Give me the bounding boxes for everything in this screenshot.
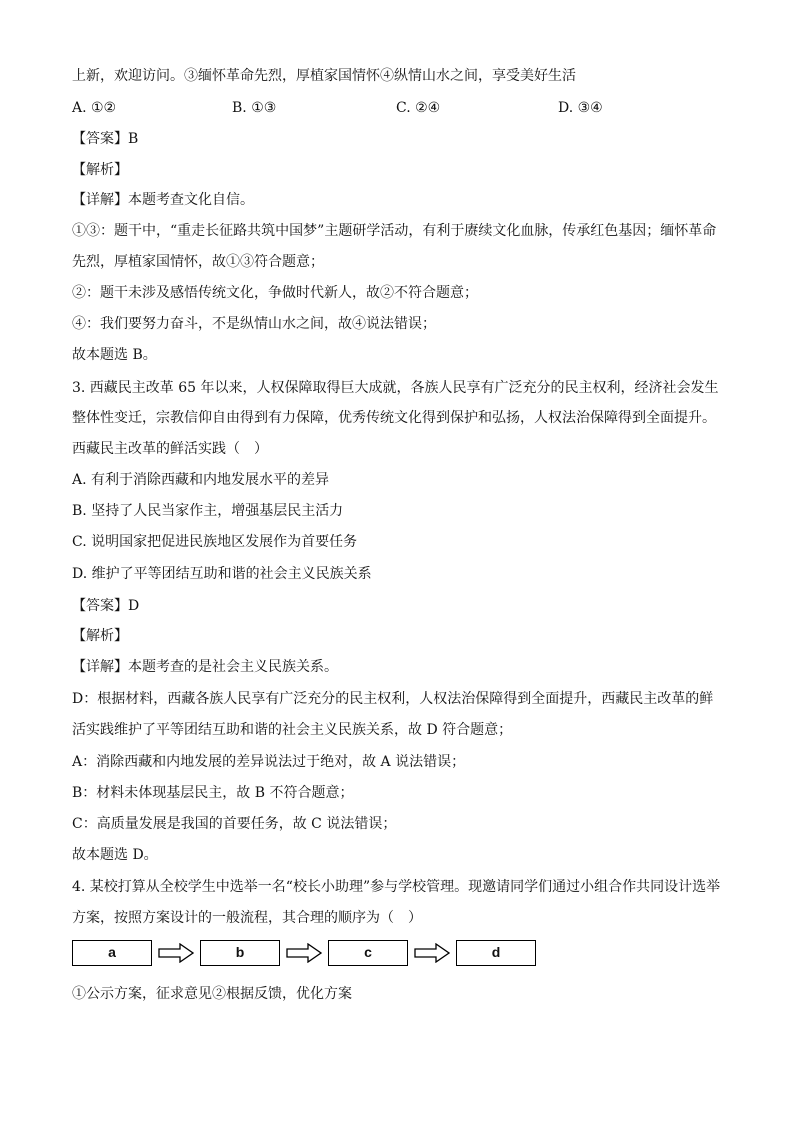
text-line: ①③：题干中，“重走长征路共筑中国梦”主题研学活动，有利于赓续文化血脉，传承红色基因；缅怀革命 bbox=[72, 223, 717, 239]
text-line: 上新，欢迎访问。③缅怀革命先烈，厚植家国情怀④纵情山水之间，享受美好生活 bbox=[72, 68, 576, 84]
answer-label: 【答案】B bbox=[72, 131, 139, 147]
text-line: C：高质量发展是我国的首要任务，故 C 说法错误； bbox=[72, 816, 397, 832]
option-a: A. ①② bbox=[72, 100, 117, 116]
text-line: 方案，按照方案设计的一般流程，其合理的顺序为（ ） bbox=[72, 910, 422, 926]
question-3-stem: 3. 西藏民主改革 65 年以来，人权保障取得巨大成就，各族人民享有广泛充分的民主权利，经济社会发生 bbox=[72, 380, 719, 396]
detail-heading: 【详解】本题考查的是社会主义民族关系。 bbox=[72, 659, 338, 675]
option-c: C. ②④ bbox=[396, 100, 441, 116]
right-block-arrow-icon bbox=[414, 943, 450, 963]
flow-box-c: c bbox=[328, 940, 408, 966]
text-line: 活实践维护了平等团结互助和谐的社会主义民族关系，故 D 符合题意； bbox=[72, 722, 513, 738]
flow-box-d: d bbox=[456, 940, 536, 966]
flow-diagram bbox=[72, 940, 542, 970]
option-c: C. 说明国家把促进民族地区发展作为首要任务 bbox=[72, 534, 358, 550]
option-b: B. 坚持了人民当家作主，增强基层民主活力 bbox=[72, 503, 344, 519]
text-line: 故本题选 D。 bbox=[72, 847, 158, 863]
text-line: 故本题选 B。 bbox=[72, 347, 157, 363]
text-line: D：根据材料，西藏各族人民享有广泛充分的民主权利，人权法治保障得到全面提升，西藏民主改革的鲜 bbox=[72, 691, 714, 707]
text-line: A：消除西藏和内地发展的差异说法过于绝对，故 A 说法错误； bbox=[72, 754, 466, 770]
option-d: D. 维护了平等团结互助和谐的社会主义民族关系 bbox=[72, 566, 372, 582]
analysis-label: 【解析】 bbox=[72, 628, 128, 644]
detail-heading: 【详解】本题考查文化自信。 bbox=[72, 192, 254, 208]
option-a: A. 有利于消除西藏和内地发展水平的差异 bbox=[72, 472, 330, 488]
text-line: 整体性变迁，宗教信仰自由得到有力保障，优秀传统文化得到保护和弘扬，人权法治保障得到全面提升。 bbox=[72, 410, 716, 426]
option-d: D. ③④ bbox=[558, 100, 603, 116]
right-block-arrow-icon bbox=[286, 943, 322, 963]
flow-box-b: b bbox=[200, 940, 280, 966]
analysis-label: 【解析】 bbox=[72, 162, 128, 178]
answer-label: 【答案】D bbox=[72, 598, 140, 614]
question-4-stem: 4. 某校打算从全校学生中选举一名“校长小助理”参与学校管理。现邀请同学们通过小组合作共同设计选举 bbox=[72, 879, 721, 895]
text-line: 先烈，厚植家国情怀，故①③符合题意； bbox=[72, 254, 324, 270]
text-line: B：材料未体现基层民主，故 B 不符合题意； bbox=[72, 785, 354, 801]
text-line: ②：题干未涉及感悟传统文化，争做时代新人，故②不符合题意； bbox=[72, 285, 478, 301]
text-line: ①公示方案，征求意见②根据反馈，优化方案 bbox=[72, 986, 352, 1002]
option-b: B. ①③ bbox=[232, 100, 277, 116]
right-block-arrow-icon bbox=[158, 943, 194, 963]
text-line: ④：我们要努力奋斗，不是纵情山水之间，故④说法错误； bbox=[72, 316, 436, 332]
text-line: 西藏民主改革的鲜活实践（ ） bbox=[72, 441, 268, 457]
flow-box-a: a bbox=[72, 940, 152, 966]
